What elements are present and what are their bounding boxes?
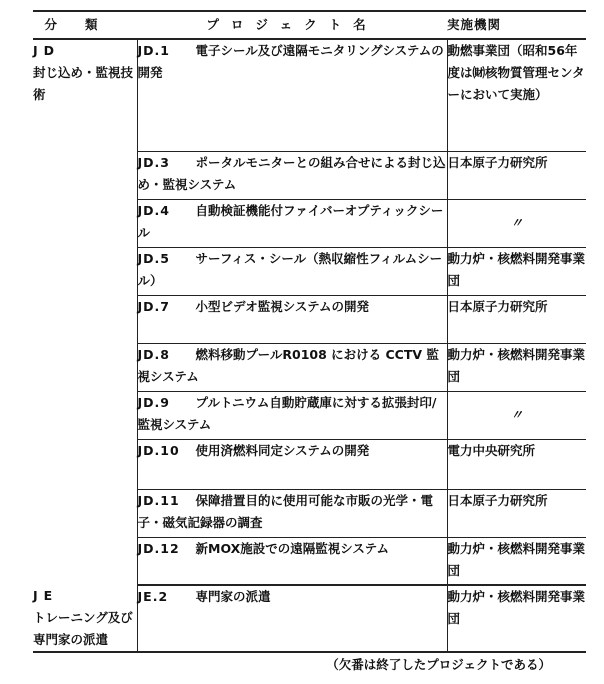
project-cell bbox=[137, 537, 447, 585]
institution-cell: 動力炉・核燃料開発事業団 bbox=[447, 247, 586, 295]
project-number: JD.3 bbox=[137, 154, 170, 170]
project-title: 専門家の派遣 bbox=[195, 589, 271, 604]
category-cell-jd bbox=[33, 39, 137, 585]
institution-cell: 日本原子力研究所 bbox=[447, 489, 586, 537]
header-institution: 実施機関 bbox=[447, 11, 586, 39]
category-name: トレーニング及び専門家の派遣 bbox=[33, 610, 133, 647]
category-code: JE bbox=[33, 588, 59, 603]
project-title: 燃料移動プールR0108 における CCTV 監視システム bbox=[137, 346, 439, 384]
project-title: 使用済燃料同定システムの開発 bbox=[195, 442, 370, 458]
project-cell bbox=[137, 151, 447, 199]
institution-cell: 電力中央研究所 bbox=[447, 439, 586, 489]
institution-cell: 〃 bbox=[447, 199, 586, 247]
project-number: JD.7 bbox=[137, 298, 170, 314]
header-project: プロジェクト名 bbox=[137, 11, 447, 39]
institution-cell: 動力炉・核燃料開発事業団 bbox=[447, 343, 586, 391]
table-row bbox=[33, 39, 586, 151]
institution-cell: 日本原子力研究所 bbox=[447, 151, 586, 199]
project-title: 保障措置目的に使用可能な市販の光学・電子・磁気記録器の調査 bbox=[137, 492, 434, 530]
project-number: JD.12 bbox=[137, 540, 180, 556]
category-name: 封じ込め・監視技術 bbox=[33, 65, 134, 102]
project-cell bbox=[137, 247, 447, 295]
project-cell bbox=[137, 585, 447, 652]
project-title: プルトニウム自動貯蔵庫に対する拡張封印/監視システム bbox=[137, 394, 437, 432]
project-number: JD.9 bbox=[137, 394, 170, 410]
project-cell bbox=[137, 439, 447, 489]
project-number: JD.8 bbox=[137, 346, 170, 362]
project-cell bbox=[137, 343, 447, 391]
project-number: JD.11 bbox=[137, 492, 180, 508]
institution-cell: 日本原子力研究所 bbox=[447, 295, 586, 343]
project-title: 新MOX施設での遠隔監視システム bbox=[195, 540, 390, 556]
category-cell-je bbox=[33, 585, 137, 652]
project-cell bbox=[137, 295, 447, 343]
header-category: 分類 bbox=[33, 11, 137, 39]
project-title: 自動検証機能付ファイバーオプティックシール bbox=[137, 202, 444, 240]
institution-cell: 動力炉・核燃料開発事業団 bbox=[447, 589, 586, 626]
institution-cell: 動力炉・核燃料開発事業団 bbox=[447, 537, 586, 585]
project-number: JD.1 bbox=[137, 43, 170, 58]
institution-cell: 動燃事業団（昭和56年度は㈶核物質管理センターにおいて実施） bbox=[447, 39, 586, 151]
project-number: JD.10 bbox=[137, 442, 180, 458]
project-table bbox=[33, 10, 586, 653]
project-title: 小型ビデオ監視システムの開発 bbox=[195, 298, 370, 314]
project-cell bbox=[137, 39, 447, 151]
project-number: JD.4 bbox=[137, 202, 170, 218]
category-code: JD bbox=[33, 43, 61, 58]
project-number: JE.2 bbox=[137, 589, 169, 604]
project-title: ポータルモニターとの組み合せによる封じ込め・監視システム bbox=[137, 154, 446, 192]
project-cell bbox=[137, 199, 447, 247]
table-row bbox=[33, 585, 586, 652]
project-cell bbox=[137, 391, 447, 439]
project-cell bbox=[137, 489, 447, 537]
institution-cell: 〃 bbox=[447, 391, 586, 439]
project-title: 電子シール及び遠隔モニタリングシステムの開発 bbox=[137, 43, 444, 80]
project-number: JD.5 bbox=[137, 250, 170, 266]
project-title: サーフィス・シール（熱収縮性フィルムシール） bbox=[137, 250, 443, 288]
table-header-row bbox=[33, 11, 586, 39]
footnote: （欠番は終了したプロジェクトである） bbox=[326, 657, 551, 672]
